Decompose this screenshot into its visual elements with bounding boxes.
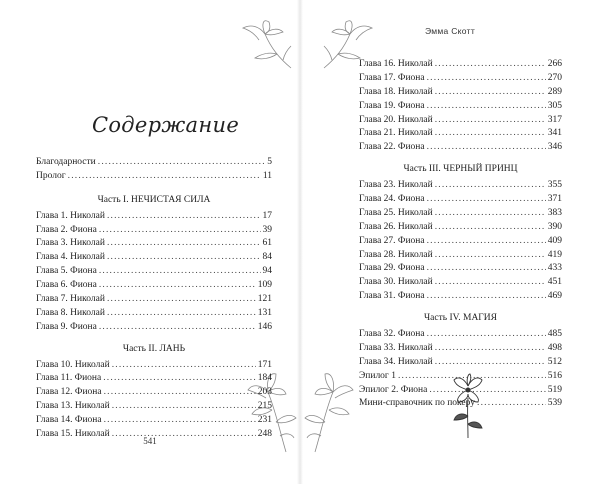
toc-entry[interactable]: Глава 26. Николай ..... 390 [359,221,562,235]
toc-entry[interactable]: Глава 14. Фиона ..... 231 [36,414,272,428]
toc-entry[interactable]: Глава 3. Николай ..... 61 [36,237,272,251]
toc-entry[interactable]: Мини-справочник по покеру ..... 539 [359,397,562,411]
lily-icon [231,20,293,70]
toc-entry[interactable]: Глава 27. Фиона ..... 409 [359,235,562,249]
toc-entry[interactable]: Глава 25. Николай ..... 383 [359,207,562,221]
toc-entry[interactable]: Глава 16. Николай ..... 266 [359,58,562,72]
toc-entry[interactable]: Глава 28. Николай ..... 419 [359,249,562,263]
toc-left-column [36,156,272,442]
toc-entry[interactable]: Глава 29. Фиона ..... 433 [359,262,562,276]
toc-entry[interactable]: Глава 13. Николай ..... 215 [36,400,272,414]
toc-entry[interactable]: Глава 22. Фиона ..... 346 [359,141,562,155]
toc-entry[interactable]: Глава 20. Николай ..... 317 [359,114,562,128]
part-heading: Часть IV. МАГИЯ [423,313,497,324]
part-heading: Часть III. ЧЕРНЫЙ ПРИНЦ [403,164,518,175]
toc-entry[interactable]: Глава 5. Фиона ..... 94 [36,265,272,279]
toc-entry[interactable]: Глава 18. Николай ..... 289 [359,86,562,100]
toc-entry[interactable]: Глава 9. Фиона ..... 146 [36,321,272,335]
page-number: 541 [143,436,157,446]
toc-entry[interactable]: Благодарности ..... 5 [36,156,272,170]
toc-entry[interactable]: Глава 21. Николай ..... 341 [359,127,562,141]
toc-entry[interactable]: Глава 30. Николай ..... 451 [359,276,562,290]
toc-entry[interactable]: Глава 2. Фиона ..... 39 [36,224,272,238]
toc-entry[interactable]: Эпилог 1 ..... 516 [359,370,562,384]
toc-entry[interactable]: Глава 12. Фиона ..... 203 [36,386,272,400]
toc-right-column [359,58,562,411]
toc-entry[interactable]: Глава 17. Фиона ..... 270 [359,72,562,86]
toc-entry[interactable]: Глава 24. Фиона ..... 371 [359,193,562,207]
toc-entry[interactable]: Глава 19. Фиона ..... 305 [359,100,562,114]
toc-entry[interactable]: Глава 1. Николай ..... 17 [36,210,272,224]
part-heading: Часть II. ЛАНЬ [122,343,186,354]
toc-entry[interactable]: Пролог ..... 11 [36,170,272,184]
toc-entry[interactable]: Глава 4. Николай ..... 84 [36,251,272,265]
toc-entry[interactable]: Глава 6. Фиона ..... 109 [36,279,272,293]
lily-icon [303,362,355,454]
toc-entry[interactable]: Глава 31. Фиона ..... 469 [359,290,562,304]
toc-entry[interactable]: Глава 10. Николай ..... 171 [36,359,272,373]
toc-entry[interactable]: Глава 33. Николай ..... 498 [359,342,562,356]
toc-title: Содержание [92,113,240,137]
toc-entry[interactable]: Глава 7. Николай ..... 121 [36,293,272,307]
running-header-author: Эмма Скотт [424,26,476,36]
toc-entry[interactable]: Глава 11. Фиона ..... 184 [36,372,272,386]
toc-entry[interactable]: Глава 34. Николай ..... 512 [359,356,562,370]
toc-entry[interactable]: Глава 32. Фиона ..... 485 [359,328,562,342]
toc-entry[interactable]: Глава 15. Николай ..... 248 [36,428,272,442]
toc-entry[interactable]: Глава 8. Николай ..... 131 [36,307,272,321]
toc-entry[interactable]: Эпилог 2. Фиона ..... 519 [359,384,562,398]
toc-entry[interactable]: Глава 23. Николай ..... 355 [359,179,562,193]
part-heading: Часть I. НЕЧИСТАЯ СИЛА [97,194,211,205]
